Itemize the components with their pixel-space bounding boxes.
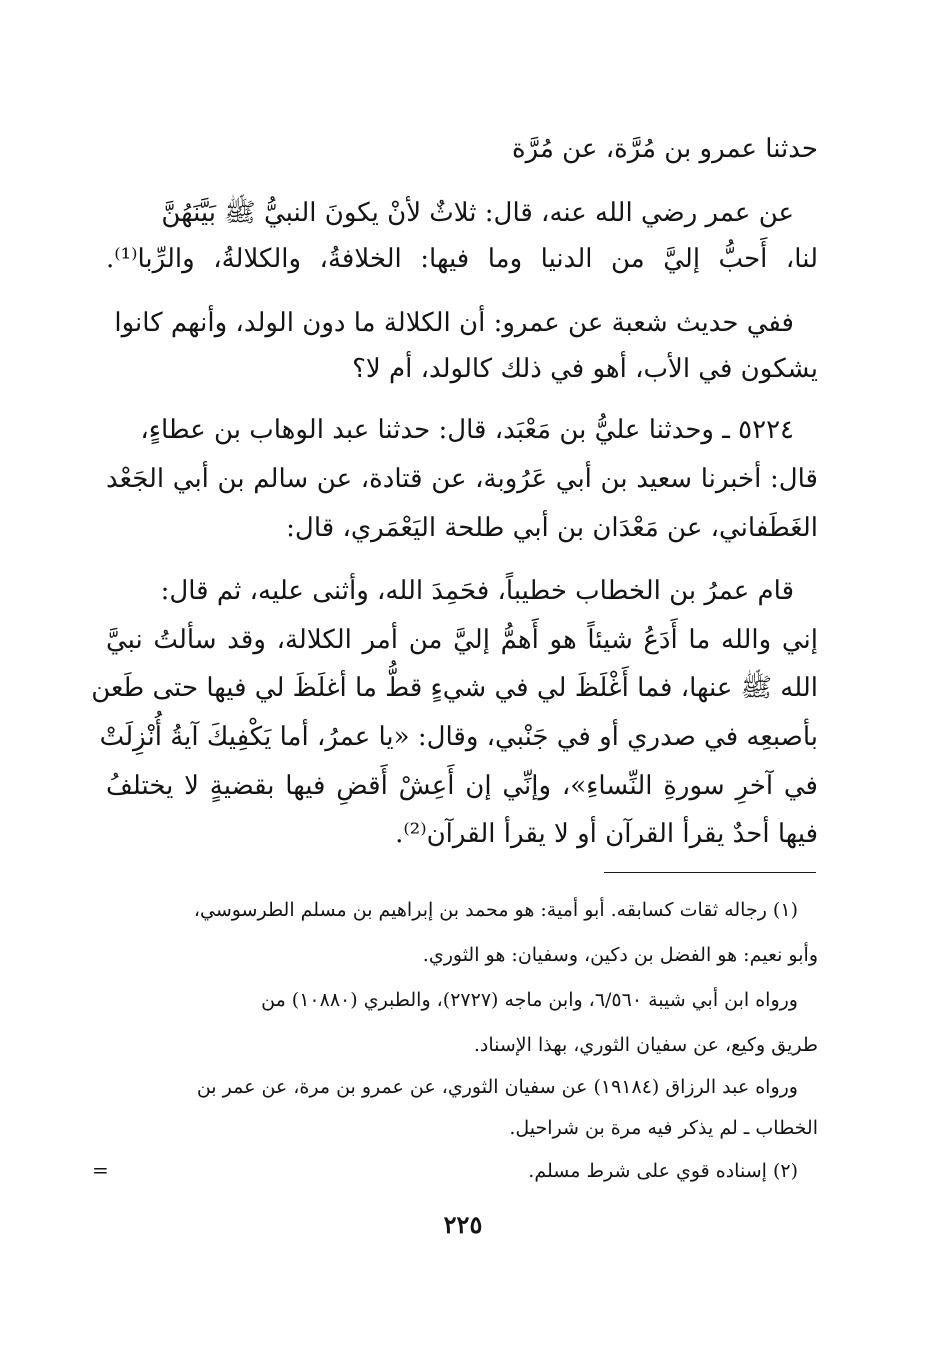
- footnote-line: وأبو نعيم: هو الفضل بن دكين، وسفيان: هو الثوري.: [422, 944, 818, 966]
- text-line: ٥٢٢٤ ـ وحدثنا عليُّ بن مَعْبَد، قال: حدثنا عبد الوهاب بن عطاءٍ،: [140, 415, 794, 445]
- text-line: الغَطَفاني، عن مَعْدَان بن أبي طلحة اليَعْمَري، قال:: [286, 513, 818, 543]
- text-line: عن عمر رضي الله عنه، قال: ثلاثٌ لأنْ يكونَ النبيُّ ﷺ بَيَّنَهُنَّ: [161, 198, 794, 228]
- footnote-line: (١) رجاله ثقات كسابقه. أبو أمية: هو محمد بن إبراهيم بن مسلم الطرسوسي،: [193, 899, 798, 921]
- text-line: في آخرِ سورةِ النِّساءِ»، وإنِّي إن أَعِشْ أَقضِ فيها بقضيةٍ لا يختلفُ: [106, 771, 818, 801]
- text-line: قام عمرُ بن الخطاب خطيباً، فحَمِدَ الله، وأثنى عليه، ثم قال:: [160, 576, 794, 606]
- footnote-line: ورواه عبد الرزاق (١٩١٨٤) عن سفيان الثوري، عن عمرو بن مرة، عن عمر بن: [196, 1076, 798, 1098]
- page-number: ٢٢٥: [443, 1210, 483, 1239]
- footnote-line: (٢) إسناده قوي على شرط مسلم.: [528, 1160, 798, 1182]
- text-line: بأصبعِه في صدري أو في جَنْبي، وقال: «يا عمرُ، أما يَكْفِيكَ آيةُ أُنْزِلَتْ: [99, 722, 818, 752]
- text-line: لنا، أَحبُّ إليَّ من الدنيا وما فيها: الخلافةُ، والكلالةُ، والرِّبا⁽¹⁾.: [106, 244, 818, 274]
- footnote-line: طريق وكيع، عن سفيان الثوري، بهذا الإسناد.: [473, 1034, 818, 1056]
- text-line: الله ﷺ عنها، فما أَغْلَظَ لي في شيءٍ قطُّ ما أغلَظَ لي فيها حتى طَعن: [91, 673, 818, 703]
- footnote-line: ورواه ابن أبي شيبة ٦/٥٦٠، وابن ماجه (٢٧٢٧)، والطبري (١٠٨٨٠) من: [261, 989, 798, 1011]
- text-line: ففي حديث شعبة عن عمرو: أن الكلالة ما دون الولد، وأنهم كانوا: [114, 308, 794, 338]
- text-line: يشكون في الأب، أهو في ذلك كالولد، أم لا؟: [352, 354, 818, 384]
- continuation-mark: =: [92, 1158, 109, 1182]
- footnote-line: الخطاب ـ لم يذكر فيه مرة بن شراحيل.: [509, 1117, 818, 1139]
- text-line: فيها أحدٌ يقرأ القرآن أو لا يقرأ القرآن⁽²⁾.: [395, 819, 818, 849]
- text-line: قال: أخبرنا سعيد بن أبي عَرُوبة، عن قتادة، عن سالم بن أبي الجَعْد: [106, 464, 818, 494]
- text-line: إني والله ما أَدَعُ شيئاً هو أَهمُّ إليَّ من أمر الكلالة، وقد سألتُ نبيَّ: [106, 625, 818, 655]
- text-line: حدثنا عمرو بن مُرَّة، عن مُرَّة: [511, 134, 818, 164]
- footnote-separator: [604, 872, 816, 873]
